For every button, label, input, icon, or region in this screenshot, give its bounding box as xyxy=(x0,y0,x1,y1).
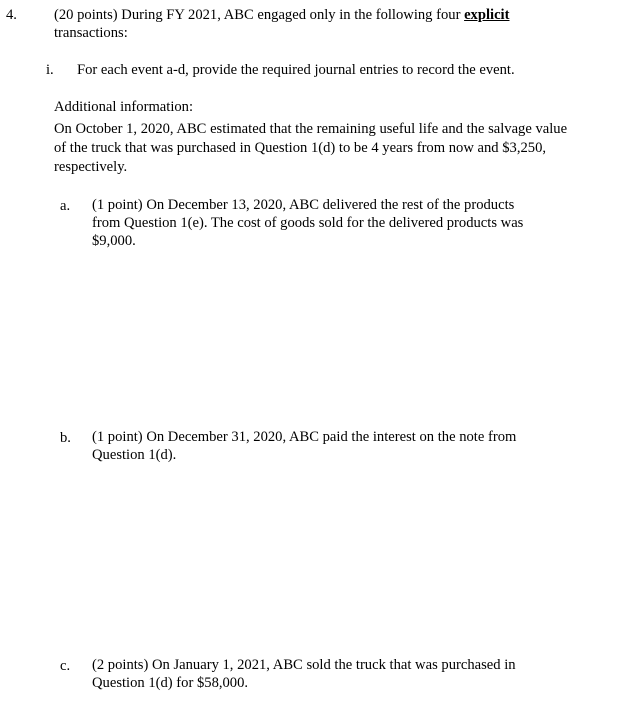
event-c-marker: c. xyxy=(60,658,71,674)
instruction-marker: i. xyxy=(46,62,54,78)
event-c-line: (2 points) On January 1, 2021, ABC sold the truck that was purchased in xyxy=(92,657,516,673)
additional-info-line: respectively. xyxy=(54,159,128,175)
event-c-line: Question 1(d) for $58,000. xyxy=(92,675,249,691)
question-header-text: (20 points) During FY 2021, ABC engaged only in the following four xyxy=(54,7,465,23)
event-a-line: (1 point) On December 13, 2020, ABC delivered the rest of the products xyxy=(92,197,515,213)
event-a-line: $9,000. xyxy=(92,233,136,249)
event-b-line: (1 point) On December 31, 2020, ABC paid the interest on the note from xyxy=(92,429,517,445)
question-number: 4. xyxy=(6,7,17,23)
additional-info-line: of the truck that was purchased in Question 1(d) to be 4 years from now and $3,250, xyxy=(54,140,547,156)
question-header-line2: transactions: xyxy=(54,25,128,41)
event-a-line: from Question 1(e). The cost of goods sold for the delivered products was xyxy=(92,215,524,231)
event-b-line: Question 1(d). xyxy=(92,447,177,463)
event-b-marker: b. xyxy=(60,430,71,446)
additional-info-line: On October 1, 2020, ABC estimated that the remaining useful life and the salvage value xyxy=(54,121,568,137)
event-a-marker: a. xyxy=(60,198,71,214)
question-header-line1 xyxy=(54,6,509,24)
question-header-emphasis: explicit xyxy=(464,7,510,23)
instruction-text: For each event a-d, provide the required journal entries to record the event. xyxy=(77,62,515,78)
additional-info-heading: Additional information: xyxy=(54,99,194,115)
